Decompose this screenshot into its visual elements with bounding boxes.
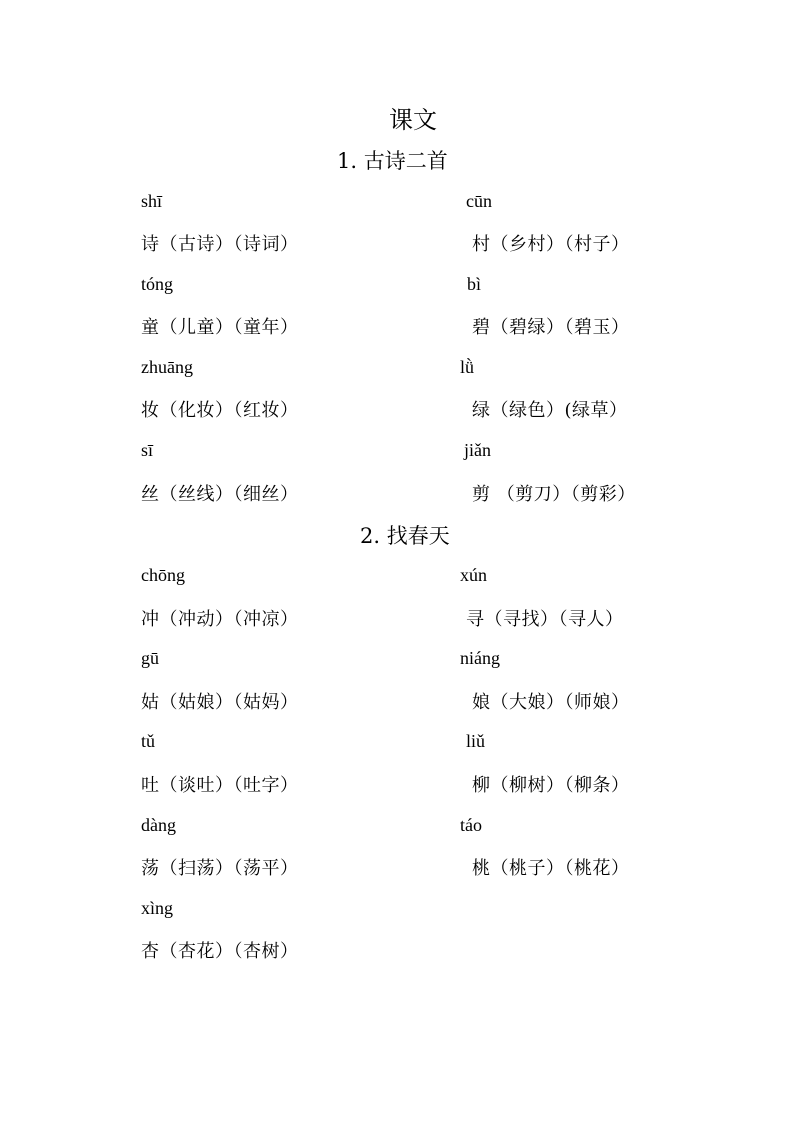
page-title: 课文	[389, 106, 437, 134]
word-group: 杏（杏花）（杏树）	[141, 941, 299, 962]
pinyin: gū	[141, 648, 159, 668]
pinyin: lǜ	[460, 357, 475, 377]
word-group: 碧（碧绿）（碧玉）	[472, 317, 630, 338]
word-group: 妆（化妆）（红妆）	[141, 400, 299, 421]
pinyin: táo	[460, 815, 482, 835]
pinyin: liǔ	[466, 731, 486, 751]
pinyin: jiǎn	[464, 440, 491, 460]
word-group: 丝（丝线）（细丝）	[141, 484, 299, 505]
word-group: 桃（桃子）（桃花）	[472, 858, 630, 879]
word-group: 荡（扫荡）（荡平）	[141, 858, 299, 879]
word-group: 寻（寻找）（寻人）	[466, 609, 624, 630]
pinyin: tǔ	[141, 731, 156, 751]
word-group: 吐（谈吐）（吐字）	[141, 775, 299, 796]
word-group: 娘（大娘）（师娘）	[472, 692, 630, 713]
pinyin: zhuāng	[141, 357, 193, 377]
section-title-2: 2. 找春天	[360, 524, 450, 548]
word-group: 冲（冲动）（冲凉）	[141, 609, 299, 630]
word-group: 剪 （剪刀）（剪彩）	[472, 484, 636, 505]
word-group: 童（儿童）（童年）	[141, 317, 299, 338]
pinyin: niáng	[460, 648, 500, 668]
word-group: 诗（古诗）（诗词）	[141, 234, 299, 255]
pinyin: shī	[141, 191, 163, 211]
pinyin: xún	[460, 565, 487, 585]
section-title-1: 1. 古诗二首	[337, 149, 448, 173]
word-group: 姑（姑娘）（姑妈）	[141, 692, 299, 713]
pinyin: xìng	[141, 898, 174, 918]
word-group: 绿（绿色）(绿草）	[472, 400, 628, 421]
pinyin: chōng	[141, 565, 185, 585]
pinyin: bì	[467, 274, 482, 294]
pinyin: sī	[141, 440, 154, 460]
pinyin: tóng	[141, 274, 174, 294]
word-group: 村（乡村）（村子）	[472, 234, 630, 255]
pinyin: cūn	[466, 191, 492, 211]
pinyin: dàng	[141, 815, 176, 835]
word-group: 柳（柳树）（柳条）	[472, 775, 630, 796]
